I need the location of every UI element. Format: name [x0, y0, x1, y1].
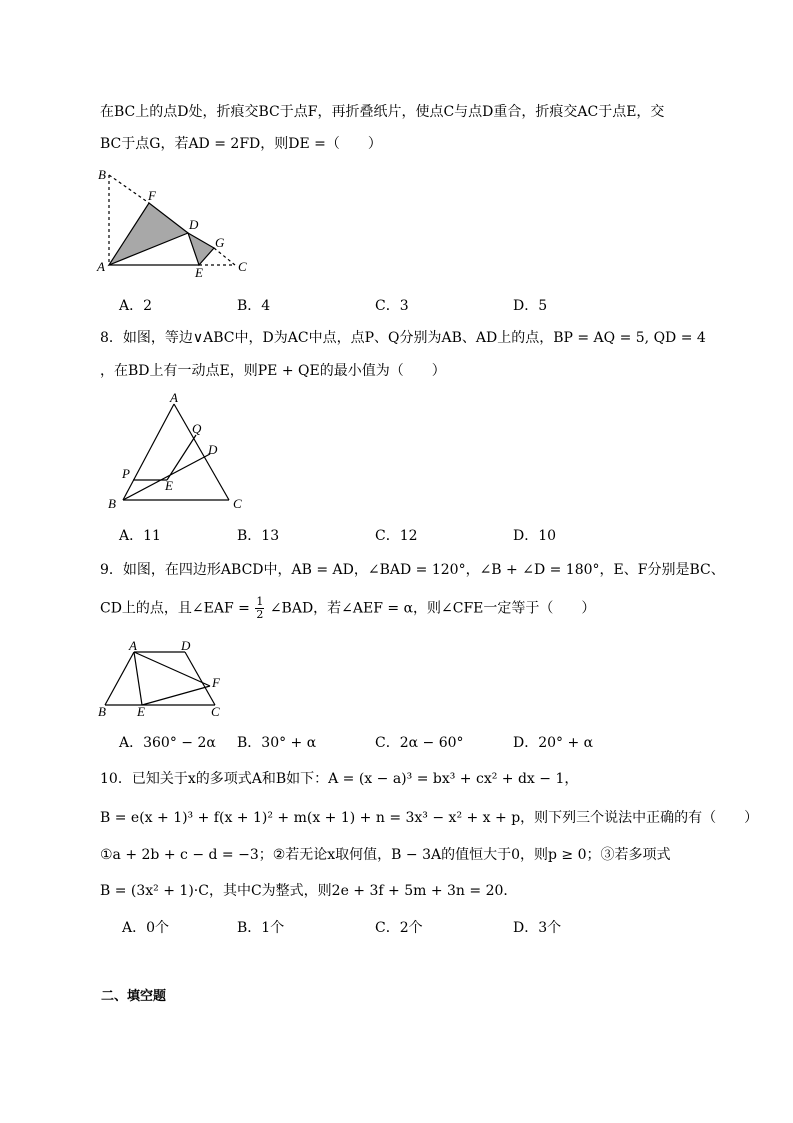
q10-option-d[interactable]: D．3个	[513, 920, 562, 936]
q8-label-e: E	[165, 478, 173, 493]
q7-label-e: E	[195, 265, 203, 280]
q9-text-line1: 9．如图，在四边形ABCD中，AB = AD，∠BAD = 120°，∠B + ∠D = 180°，E、F分别是BC、	[100, 562, 725, 578]
q9-option-a[interactable]: A．360° − 2α	[119, 735, 216, 751]
q9-figure	[95, 638, 235, 720]
q9-fraction	[255, 596, 264, 621]
q8-option-a[interactable]: A．11	[119, 528, 161, 544]
q10-text-line2: B = e(x + 1)³ + f(x + 1)² + m(x + 1) + n = 3x³ − x² + x + p，则下列三个说法中正确的有（ ）	[100, 810, 759, 826]
q7-label-b: B	[98, 167, 106, 182]
q8-text-line2: ，在BD上有一动点E，则PE + QE的最小值为（ ）	[100, 363, 446, 379]
q9-label-f: F	[212, 675, 220, 690]
q8-label-q: Q	[192, 421, 202, 436]
section-title-fill-in: 二、填空题	[101, 989, 167, 1004]
q9-option-c[interactable]: C．2α − 60°	[375, 735, 464, 751]
q7-label-f: F	[148, 188, 156, 203]
q7-label-d: D	[189, 217, 199, 232]
q9-label-c: C	[211, 704, 220, 719]
q7-option-c[interactable]: C．3	[375, 298, 409, 314]
q7-figure	[95, 165, 255, 280]
q9-label-d: D	[181, 638, 191, 653]
q7-option-d[interactable]: D．5	[513, 298, 548, 314]
q9-fraction-denominator: 2	[256, 608, 264, 621]
q7-option-b[interactable]: B．4	[237, 298, 271, 314]
q7-label-g: G	[215, 235, 225, 250]
q10-text-line1: 10．已知关于x的多项式A和B如下：A = (x − a)³ = bx³ + cx² + dx − 1，	[100, 771, 579, 787]
q8-option-d[interactable]: D．10	[513, 528, 557, 544]
q8-option-c[interactable]: C．12	[375, 528, 418, 544]
q7-label-a: A	[97, 259, 105, 274]
q7-label-c: C	[238, 259, 247, 274]
q9-text-line2-a: CD上的点，且∠EAF =	[100, 600, 250, 617]
q8-figure	[105, 392, 255, 514]
q9-label-a: A	[129, 638, 137, 653]
q8-label-p: P	[122, 466, 130, 481]
q8-label-a: A	[170, 390, 178, 405]
q9-option-b[interactable]: B．30° + α	[237, 735, 317, 751]
q9-fraction-numerator: 1	[256, 595, 264, 608]
q9-text-line2-b: ∠BAD，若∠AEF = α，则∠CFE一定等于（ ）	[269, 600, 596, 617]
q9-text-line2	[100, 596, 595, 621]
q9-option-d[interactable]: D．20° + α	[513, 735, 594, 751]
q8-label-d: D	[208, 442, 218, 457]
q7-option-a[interactable]: A．2	[119, 298, 153, 314]
q10-option-a[interactable]: A．0个	[122, 920, 170, 936]
q8-option-b[interactable]: B．13	[237, 528, 280, 544]
q10-option-b[interactable]: B．1个	[237, 920, 285, 936]
q7-text-line1: 在BC上的点D处，折痕交BC于点F，再折叠纸片，使点C与点D重合，折痕交AC于点E，交	[100, 104, 665, 120]
q10-option-c[interactable]: C．2个	[375, 920, 423, 936]
q9-label-b: B	[98, 704, 106, 719]
q10-text-line3: ①a + 2b + c − d = −3；②若无论x取何值，B − 3A的值恒大于0，则p ≥ 0；③若多项式	[100, 847, 671, 863]
q7-text-line2: BC于点G，若AD = 2FD，则DE =（ ）	[100, 136, 382, 152]
q8-text-line1: 8．如图，等边∨ABC中，D为AC中点，点P、Q分别为AB、AD上的点，BP = AQ = 5, QD = 4	[100, 330, 706, 346]
q10-text-line4: B = (3x² + 1)·C，其中C为整式，则2e + 3f + 5m + 3n = 20．	[100, 883, 518, 899]
q8-label-b: B	[108, 496, 116, 511]
q9-label-e: E	[137, 704, 145, 719]
q8-label-c: C	[233, 496, 242, 511]
